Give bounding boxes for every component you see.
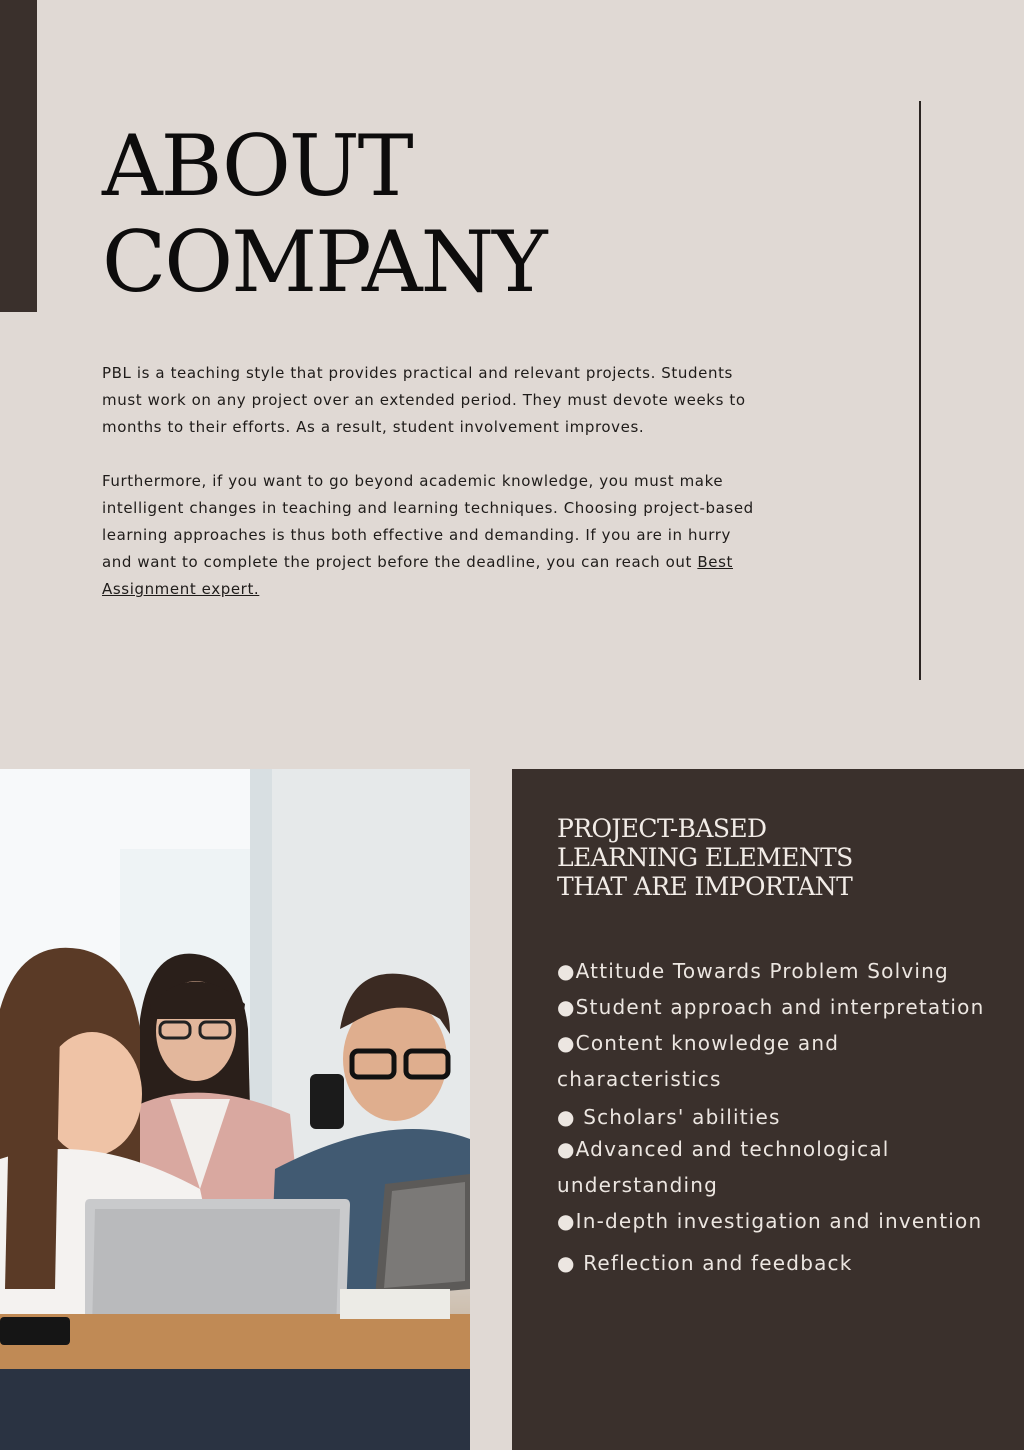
- best-assignment-link[interactable]: Best Assignment expert.: [102, 553, 733, 598]
- intro-paragraph-1: PBL is a teaching style that provides practical and relevant projects. Students must work on any project over an extended period. They must devote weeks to months to their efforts. As a result, student involvement improves.: [102, 364, 746, 436]
- elements-panel: [512, 769, 1024, 1450]
- list-item: ●Content knowledge and characteristics: [557, 1031, 840, 1091]
- intro-paragraph-2: [102, 468, 762, 603]
- students-photo-illustration: [0, 769, 470, 1450]
- list-item: ●Student approach and interpretation: [557, 995, 985, 1019]
- intro-text: [102, 360, 762, 630]
- list-item: ● Scholars' abilities: [557, 1105, 781, 1129]
- list-item: ● Reflection and feedback: [557, 1251, 853, 1275]
- panel-title-line-2: LEARNING ELEMENTS: [557, 843, 853, 872]
- students-photo: [0, 769, 470, 1450]
- elements-list: [557, 953, 997, 1281]
- left-accent-bar: [0, 0, 37, 312]
- list-item: ●In-depth investigation and invention: [557, 1209, 983, 1233]
- intro-paragraph-2-text: Furthermore, if you want to go beyond academic knowledge, you must make intelligent changes in teaching and learning techniques. Choosing project-based learning approaches is thus both effective and demanding. If you are in hurry and want to complete the project before the deadline, you can reach out: [102, 472, 754, 571]
- title-line-2: COMPANY: [102, 213, 546, 311]
- page-title: [102, 118, 546, 310]
- list-item: ●Advanced and technological understanding: [557, 1137, 890, 1197]
- list-item: ●Attitude Towards Problem Solving: [557, 959, 949, 983]
- panel-title-line-1: PROJECT-BASED: [557, 814, 767, 843]
- vertical-divider: [919, 101, 921, 680]
- title-line-1: ABOUT: [102, 117, 412, 215]
- panel-title-line-3: THAT ARE IMPORTANT: [557, 872, 853, 901]
- panel-title: [557, 814, 977, 901]
